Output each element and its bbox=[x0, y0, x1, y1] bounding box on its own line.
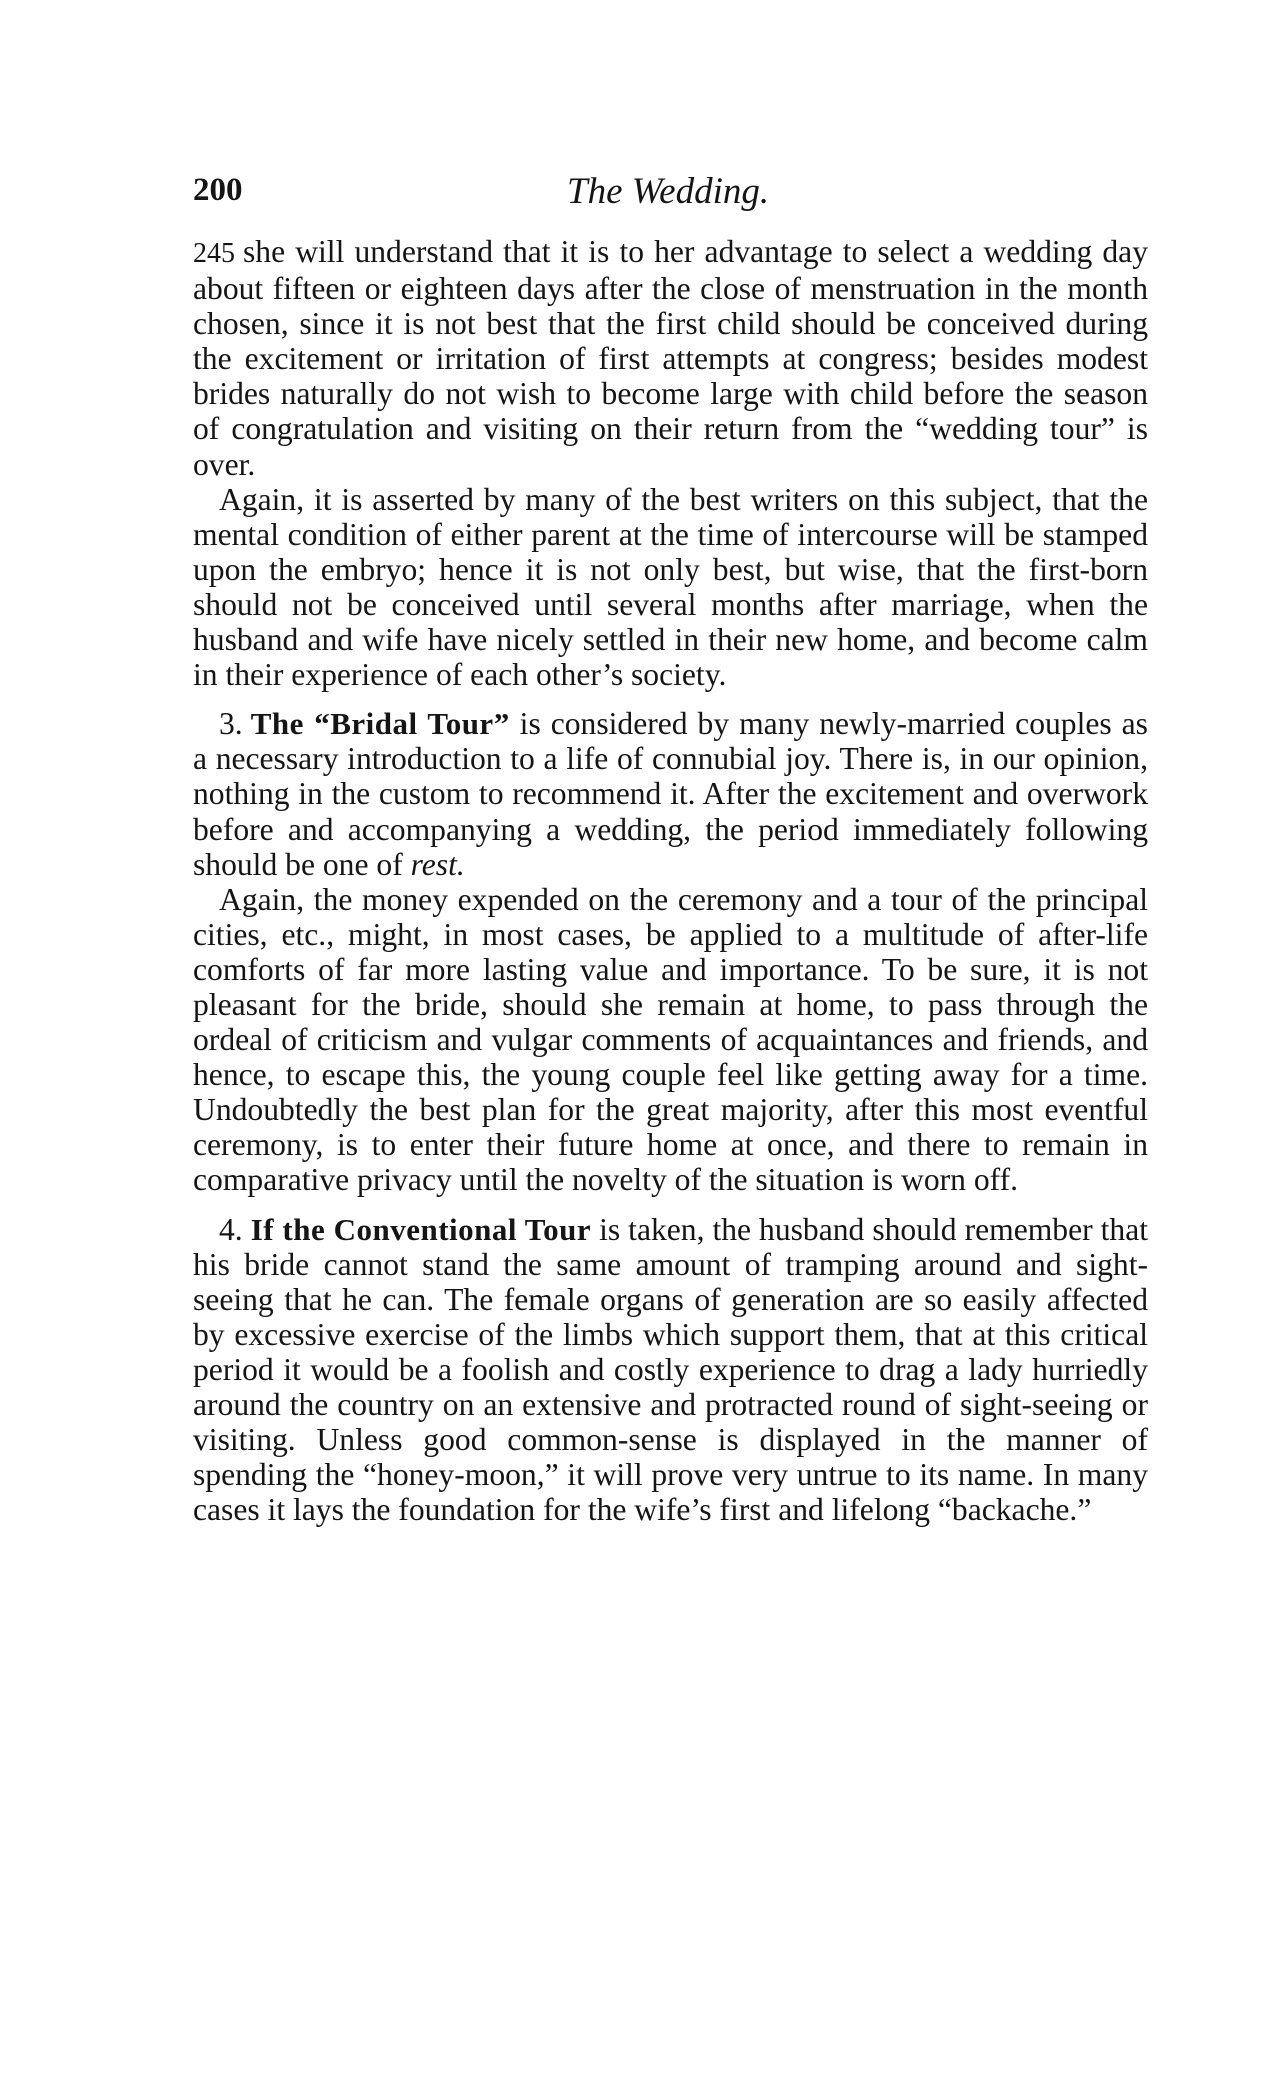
paragraph-text: Again, it is asserted by many of the best writers on this subject, that the mental condition of either parent at the time of intercourse will be stamped upon the embryo; hence it is not only best, but wise, that the first-born should not be conceived until several months after marriage, when the husband and wife have nicely settled in their new home, and become calm in their experience of each other’s society. bbox=[193, 481, 1148, 693]
page-number: 200 bbox=[193, 172, 243, 208]
section-heading: If the Conventional Tour bbox=[250, 1211, 592, 1247]
paragraph-continuation bbox=[193, 234, 1148, 482]
body-text bbox=[193, 234, 1148, 1527]
paragraph bbox=[193, 882, 1148, 1198]
running-head bbox=[193, 168, 1148, 220]
marginal-number: 245 bbox=[193, 238, 235, 269]
paragraph bbox=[193, 482, 1148, 693]
emphasis-text: rest. bbox=[410, 846, 465, 882]
section-conventional-tour bbox=[193, 1212, 1148, 1528]
section-heading: The “Bridal Tour” bbox=[250, 706, 510, 742]
section-bridal-tour bbox=[193, 706, 1148, 881]
paragraph-text: Again, the money expended on the ceremony and a tour of the principal cities, etc., might, in most cases, be applied to a multitude of after-life comforts of far more lasting value and importance. To be sure, it is not pleasant for the bride, should she remain at home, to pass through the ordeal of criticism and vulgar comments of acquaintances and friends, and hence, to escape this, the young couple feel like getting away for a time. Undoubtedly the best plan for the great majority, after this most eventful ceremony, is to enter their future home at once, and there to remain in comparative privacy until the novelty of the situation is worn off. bbox=[193, 881, 1148, 1198]
paragraph-text: she will understand that it is to her advantage to select a wedding day about fifteen or eighteen days after the close of menstruation in the month chosen, since it is not best that the first child should be conceived during the excitement or irritation of first attempts at congress; besides modest brides naturally do not wish to become large with child before the season of congratulation and visiting on their return from the “wedding tour” is over. bbox=[193, 234, 1148, 482]
paragraph-text: is taken, the husband should remember that his bride cannot stand the same amount of tramping around and sight-seeing that he can. The female organs of generation are so easily affected by excessive exercise of the limbs which support them, that at this critical period it would be a foolish and costly experience to drag a lady hurriedly around the country on an extensive and protracted round of sight-seeing or visiting. Unless good common-sense is displayed in the manner of spending the “honey-moon,” it will prove very untrue to its name. In many cases it lays the foundation for the wife’s first and lifelong “backache.” bbox=[193, 1211, 1148, 1528]
section-number: 4. bbox=[219, 1211, 243, 1247]
section-number: 3. bbox=[219, 706, 243, 742]
chapter-title: The Wedding. bbox=[567, 171, 770, 212]
book-page bbox=[193, 168, 1148, 1527]
paragraph-text: is considered by many newly-married couples as a necessary introduction to a life of connubial joy. There is, in our opinion, nothing in the custom to recommend it. After the excitement and overwork before and accompanying a wedding, the period immediately following should be one of bbox=[193, 706, 1148, 882]
